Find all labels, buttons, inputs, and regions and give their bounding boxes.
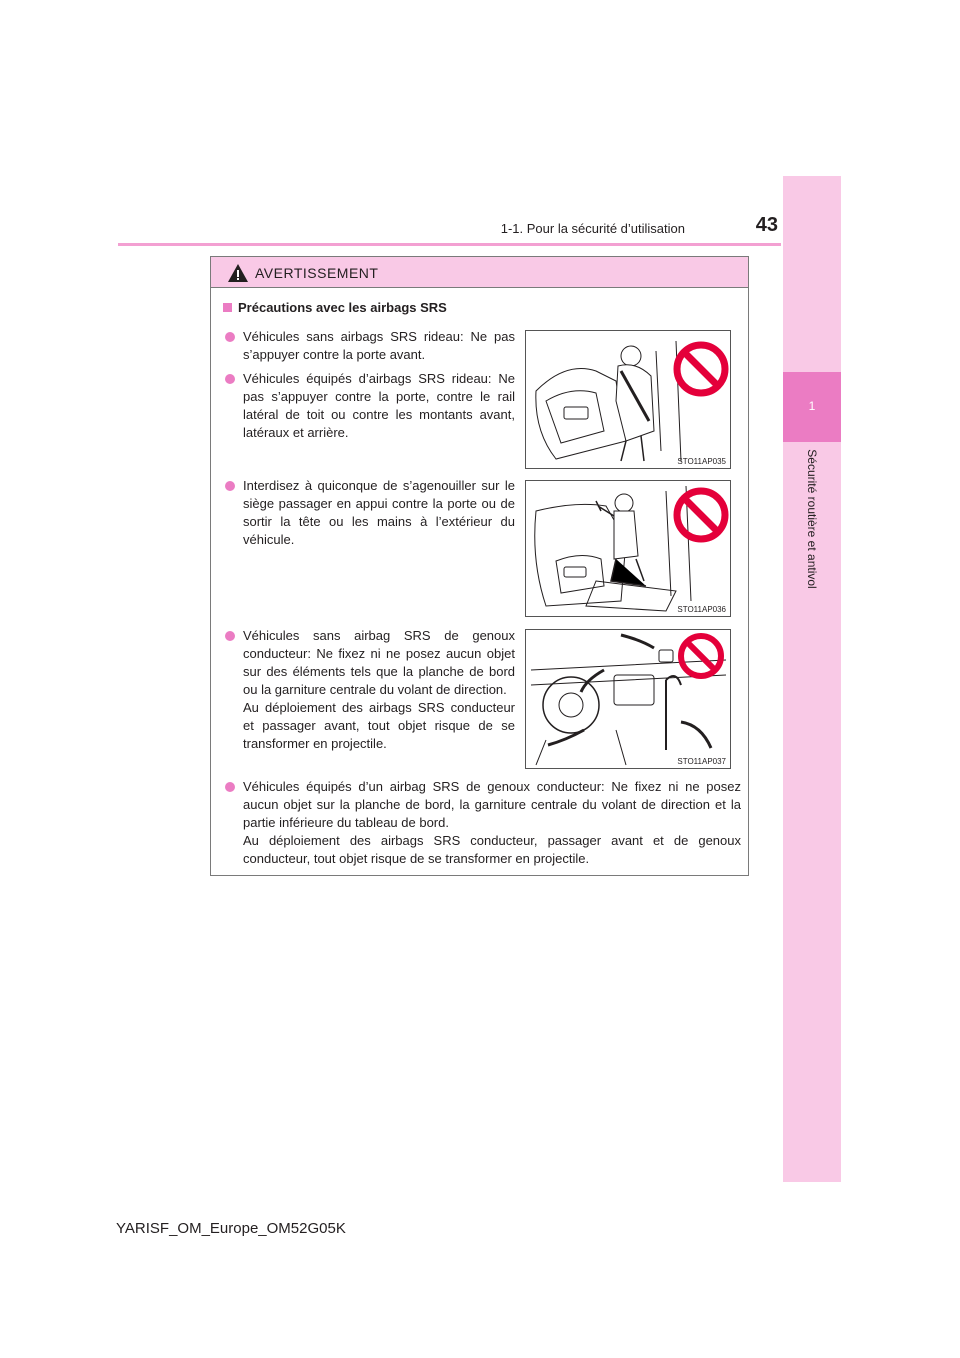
side-tab-label-wrap	[783, 442, 841, 602]
page-number: 43	[755, 214, 778, 236]
warning-title: AVERTISSEMENT	[255, 265, 379, 281]
illustration-kneeling-seat-drawing	[526, 481, 730, 616]
bullet-item	[225, 778, 741, 868]
bullet-text-continued: Au déploiement des airbags SRS conducteur, passager avant et de genoux conducteur, tout objet risque de se transformer en projectile.	[243, 833, 741, 866]
bullet-text: Interdisez à quiconque de s’agenouiller sur le siège passager en appui contre la porte ou de sortir la tête ou les mains à l’extérieur du véhicule.	[243, 478, 515, 547]
circle-bullet-icon	[225, 481, 235, 491]
illustration-dashboard-objects-drawing	[526, 630, 730, 768]
illustration-code: STO11AP035	[677, 457, 726, 466]
bullet-text: Véhicules équipés d’airbags SRS rideau: Ne pas s’appuyer contre la porte, contre le rail latéral de toit ou contre les montants avant, latéraux et arrière.	[243, 371, 515, 440]
side-tab	[783, 176, 841, 1182]
bullet-text-continued: Au déploiement des airbags SRS conducteur et passager avant, tout objet risque de se transformer en projectile.	[243, 700, 515, 751]
illustration-kneeling-seat	[525, 480, 731, 617]
bullet-item	[225, 328, 515, 364]
circle-bullet-icon	[225, 631, 235, 641]
illustration-leaning-door	[525, 330, 731, 469]
illustration-leaning-door-drawing	[526, 331, 730, 468]
side-tab-chapter-number: 1	[808, 399, 816, 413]
illustration-code: STO11AP037	[677, 757, 726, 766]
bullet-text: Véhicules équipés d’un airbag SRS de genoux conducteur: Ne fixez ni ne posez aucun objet sur la planche de bord, la garniture centrale du volant de direction et la partie inférieure du tableau de bord.	[243, 779, 741, 830]
section-heading-text: Précautions avec les airbags SRS	[238, 300, 447, 315]
bullet-item	[225, 477, 515, 549]
bullet-text: Véhicules sans airbag SRS de genoux conducteur: Ne fixez ni ne posez aucun objet sur des éléments tels que la planche de bord ou la garniture centrale du volant de direction.	[243, 628, 515, 697]
section-heading	[223, 300, 447, 315]
illustration-code: STO11AP036	[677, 605, 726, 614]
warning-box	[210, 256, 749, 876]
footer-doc-id: YARISF_OM_Europe_OM52G05K	[116, 1220, 346, 1237]
side-tab-chapter-label: Sécurité routière et antivol	[805, 449, 819, 589]
header-rule	[118, 243, 781, 246]
bullet-text: Véhicules sans airbags SRS rideau: Ne pas s’appuyer contre la porte avant.	[243, 329, 515, 362]
circle-bullet-icon	[225, 374, 235, 384]
warning-triangle-icon	[227, 263, 249, 283]
warning-header	[211, 257, 748, 288]
bullet-item	[225, 627, 515, 753]
illustration-dashboard-objects	[525, 629, 731, 769]
square-bullet-icon	[223, 303, 232, 312]
bullet-item	[225, 370, 515, 442]
circle-bullet-icon	[225, 332, 235, 342]
circle-bullet-icon	[225, 782, 235, 792]
header-section-title: 1-1. Pour la sécurité d’utilisation	[500, 221, 685, 236]
